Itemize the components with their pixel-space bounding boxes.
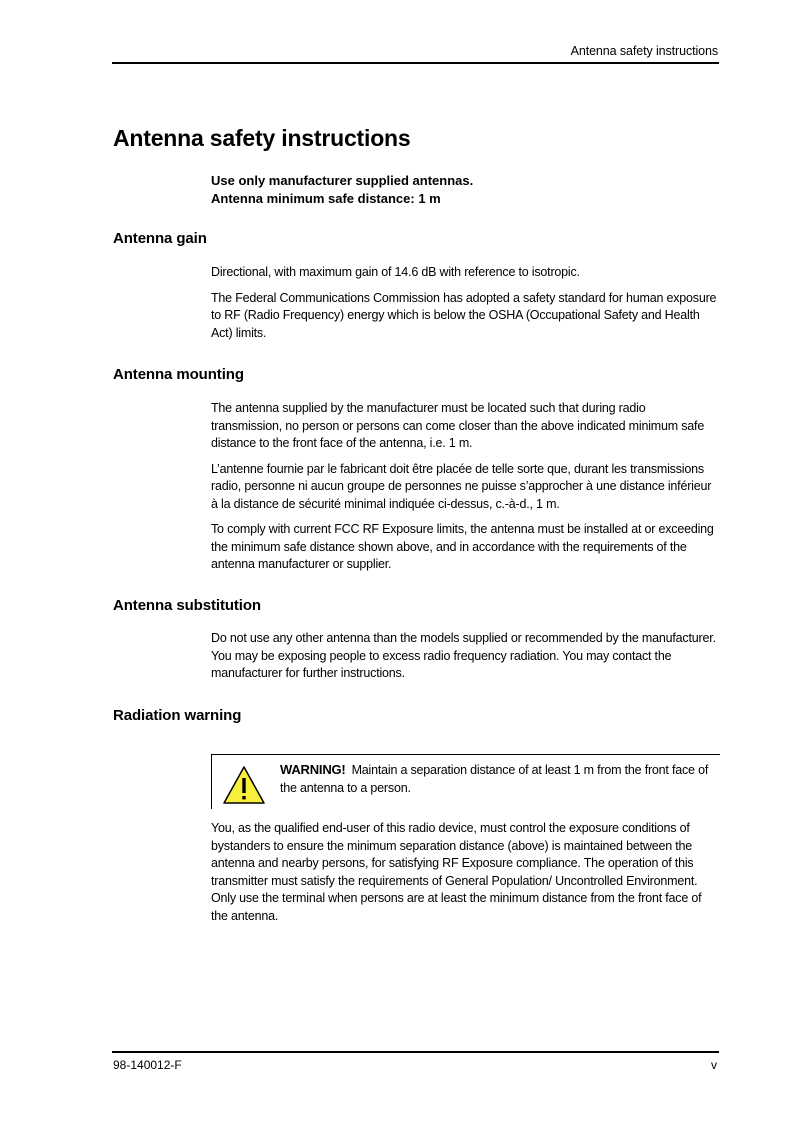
section-heading-antenna-gain: Antenna gain [113,230,207,247]
section-body-antenna-substitution [211,630,717,691]
warning-message: Maintain a separation distance of at least 1 m from the front face of the antenna to a person. [280,763,709,795]
paragraph: The Federal Communications Commission has adopted a safety standard for human exposure to RF (Radio Frequency) energy which is below the OSHA (Occupational Safety and Health Act) limits. [211,290,717,340]
running-header: Antenna safety instructions [570,44,718,58]
section-body-radiation-warning [211,820,717,933]
warning-callout [211,754,720,809]
footer-page-number: v [711,1058,717,1072]
paragraph: Do not use any other antenna than the models supplied or recommended by the manufacturer. You may be exposing people to excess radio frequency radiation. You may contact the manufacturer for further instructions. [211,631,716,680]
warning-triangle-icon [222,765,266,805]
paragraph: The antenna supplied by the manufacturer must be located such that during radio transmission, no person or persons can come closer than the above indicated minimum safe distance to the front face of the antenna, i.e. 1 m. [211,401,705,450]
intro-block [211,172,721,208]
header-rule [112,62,719,64]
intro-line-manufacturer-antennas: Use only manufacturer supplied antennas. [211,173,474,188]
footer-rule [112,1051,719,1053]
page-title: Antenna safety instructions [113,125,411,151]
warning-label: WARNING! [280,762,346,777]
warning-text [280,761,720,797]
section-body-antenna-gain [211,264,717,350]
paragraph: You, as the qualified end-user of this radio device, must control the exposure conditions of bystanders to ensure the minimum separation distance (above) is maintained between the antenna and nearby persons, for satisfying RF Exposure compliance. The operation of this transmitter must satisfy the requirements of General Population/ Uncontrolled Environment. Only use the terminal when persons are at least the minimum distance from the front face of the antenna. [211,821,702,923]
footer-doc-number: 98-140012-F [113,1058,182,1072]
paragraph: L’antenne fournie par le fabricant doit être placée de telle sorte que, durant les transmissions radio, personne ni aucun groupe de personnes ne puisse s’approcher à une distance inférieur à la distance de sécurité minimal indiquée ci-dessus, c.-à-d., 1 m. [211,461,712,511]
section-heading-antenna-mounting: Antenna mounting [113,366,244,383]
paragraph: Directional, with maximum gain of 14.6 dB with reference to isotropic. [211,265,580,279]
intro-line-safe-distance: Antenna minimum safe distance: 1 m [211,191,441,206]
section-heading-radiation-warning: Radiation warning [113,707,242,724]
section-body-antenna-mounting [211,400,717,582]
section-heading-antenna-substitution: Antenna substitution [113,597,261,614]
paragraph: To comply with current FCC RF Exposure limits, the antenna must be installed at or exceeding the minimum safe distance shown above, and in accordance with the requirements of the antenna manufacturer or supplier. [211,522,714,571]
